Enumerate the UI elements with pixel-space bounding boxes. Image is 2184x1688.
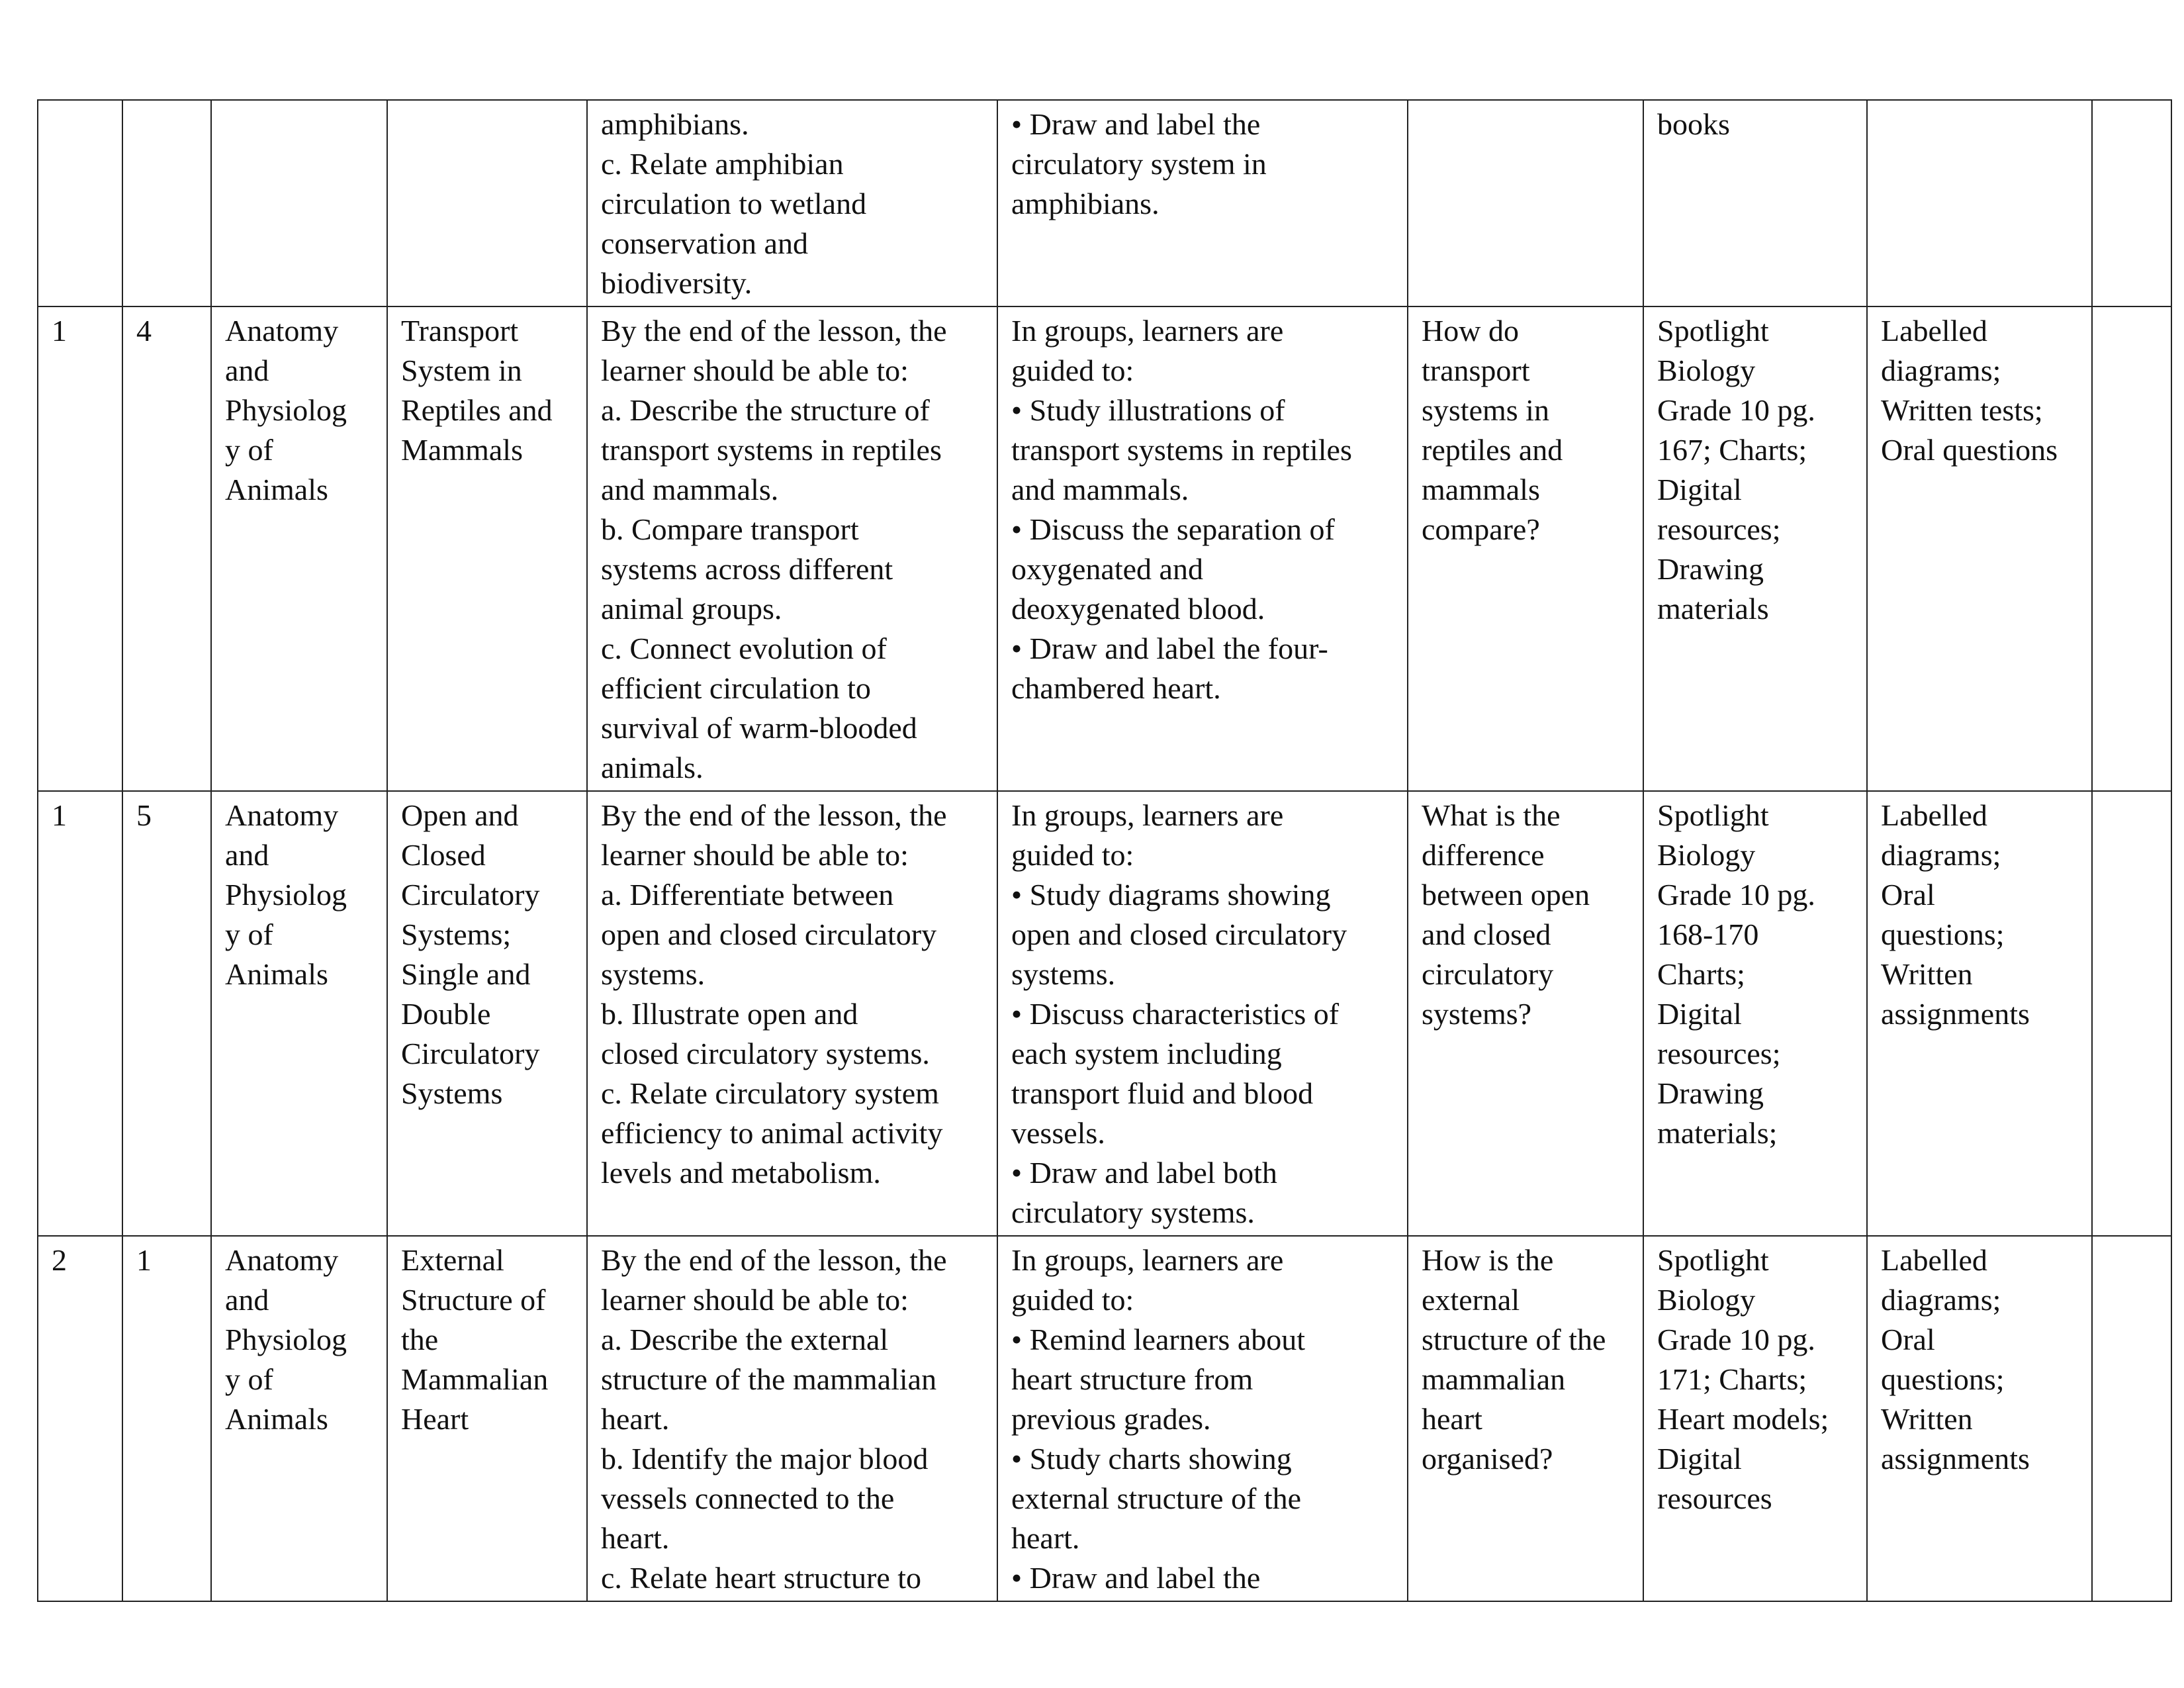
strand-cell: Anatomy and Physiolog y of Animals — [211, 1236, 387, 1601]
remarks-cell — [2092, 306, 2171, 791]
learning-experiences-cell: In groups, learners are guided to: • Study diagrams showing open and closed circulatory systems. • Discuss characteristics of each system including transport fluid and blood vessels. • Draw and label both circulatory systems. — [997, 791, 1408, 1236]
strand-cell: Anatomy and Physiolog y of Animals — [211, 306, 387, 791]
learning-resources-cell: Spotlight Biology Grade 10 pg. 168-170 Charts; Digital resources; Drawing materials; — [1643, 791, 1867, 1236]
lesson-cell — [122, 100, 211, 306]
learning-outcomes-cell: amphibians. c. Relate amphibian circulation to wetland conservation and biodiversity. — [587, 100, 997, 306]
learning-outcomes-cell: By the end of the lesson, the learner should be able to: a. Differentiate between open and closed circulatory systems. b. Illustrate open and closed circulatory systems. c. Relate circulatory system efficiency to animal activity levels and metabolism. — [587, 791, 997, 1236]
learning-experiences-cell: In groups, learners are guided to: • Remind learners about heart structure from previous grades. • Study charts showing external structure of the heart. • Draw and label the — [997, 1236, 1408, 1601]
assessment-cell — [1867, 100, 2092, 306]
lesson-cell: 1 — [122, 1236, 211, 1601]
key-inquiry-question-cell: How is the external structure of the mammalian heart organised? — [1408, 1236, 1643, 1601]
scheme-of-work-table — [37, 99, 2172, 1602]
table-row — [38, 306, 2171, 791]
table-row — [38, 1236, 2171, 1601]
remarks-cell — [2092, 100, 2171, 306]
learning-outcomes-cell: By the end of the lesson, the learner should be able to: a. Describe the structure of transport systems in reptiles and mammals. b. Compare transport systems across different animal groups. c. Connect evolution of efficient circulation to survival of warm-blooded animals. — [587, 306, 997, 791]
lesson-cell: 5 — [122, 791, 211, 1236]
sub-strand-cell: External Structure of the Mammalian Heart — [387, 1236, 587, 1601]
learning-resources-cell: Spotlight Biology Grade 10 pg. 171; Charts; Heart models; Digital resources — [1643, 1236, 1867, 1601]
sub-strand-cell — [387, 100, 587, 306]
assessment-cell: Labelled diagrams; Oral questions; Written assignments — [1867, 791, 2092, 1236]
week-cell — [38, 100, 122, 306]
remarks-cell — [2092, 791, 2171, 1236]
week-cell: 1 — [38, 791, 122, 1236]
learning-experiences-cell: In groups, learners are guided to: • Study illustrations of transport systems in reptiles and mammals. • Discuss the separation of oxygenated and deoxygenated blood. • Draw and label the four- chambered heart. — [997, 306, 1408, 791]
table-row — [38, 100, 2171, 306]
learning-resources-cell: Spotlight Biology Grade 10 pg. 167; Charts; Digital resources; Drawing materials — [1643, 306, 1867, 791]
week-cell: 2 — [38, 1236, 122, 1601]
strand-cell — [211, 100, 387, 306]
key-inquiry-question-cell: How do transport systems in reptiles and mammals compare? — [1408, 306, 1643, 791]
learning-experiences-cell: • Draw and label the circulatory system in amphibians. — [997, 100, 1408, 306]
key-inquiry-question-cell: What is the difference between open and closed circulatory systems? — [1408, 791, 1643, 1236]
learning-resources-cell: books — [1643, 100, 1867, 306]
assessment-cell: Labelled diagrams; Written tests; Oral questions — [1867, 306, 2092, 791]
week-cell: 1 — [38, 306, 122, 791]
sub-strand-cell: Transport System in Reptiles and Mammals — [387, 306, 587, 791]
learning-outcomes-cell: By the end of the lesson, the learner should be able to: a. Describe the external structure of the mammalian heart. b. Identify the major blood vessels connected to the heart. c. Relate heart structure to — [587, 1236, 997, 1601]
lesson-cell: 4 — [122, 306, 211, 791]
assessment-cell: Labelled diagrams; Oral questions; Written assignments — [1867, 1236, 2092, 1601]
strand-cell: Anatomy and Physiolog y of Animals — [211, 791, 387, 1236]
table-row — [38, 791, 2171, 1236]
key-inquiry-question-cell — [1408, 100, 1643, 306]
sub-strand-cell: Open and Closed Circulatory Systems; Single and Double Circulatory Systems — [387, 791, 587, 1236]
remarks-cell — [2092, 1236, 2171, 1601]
